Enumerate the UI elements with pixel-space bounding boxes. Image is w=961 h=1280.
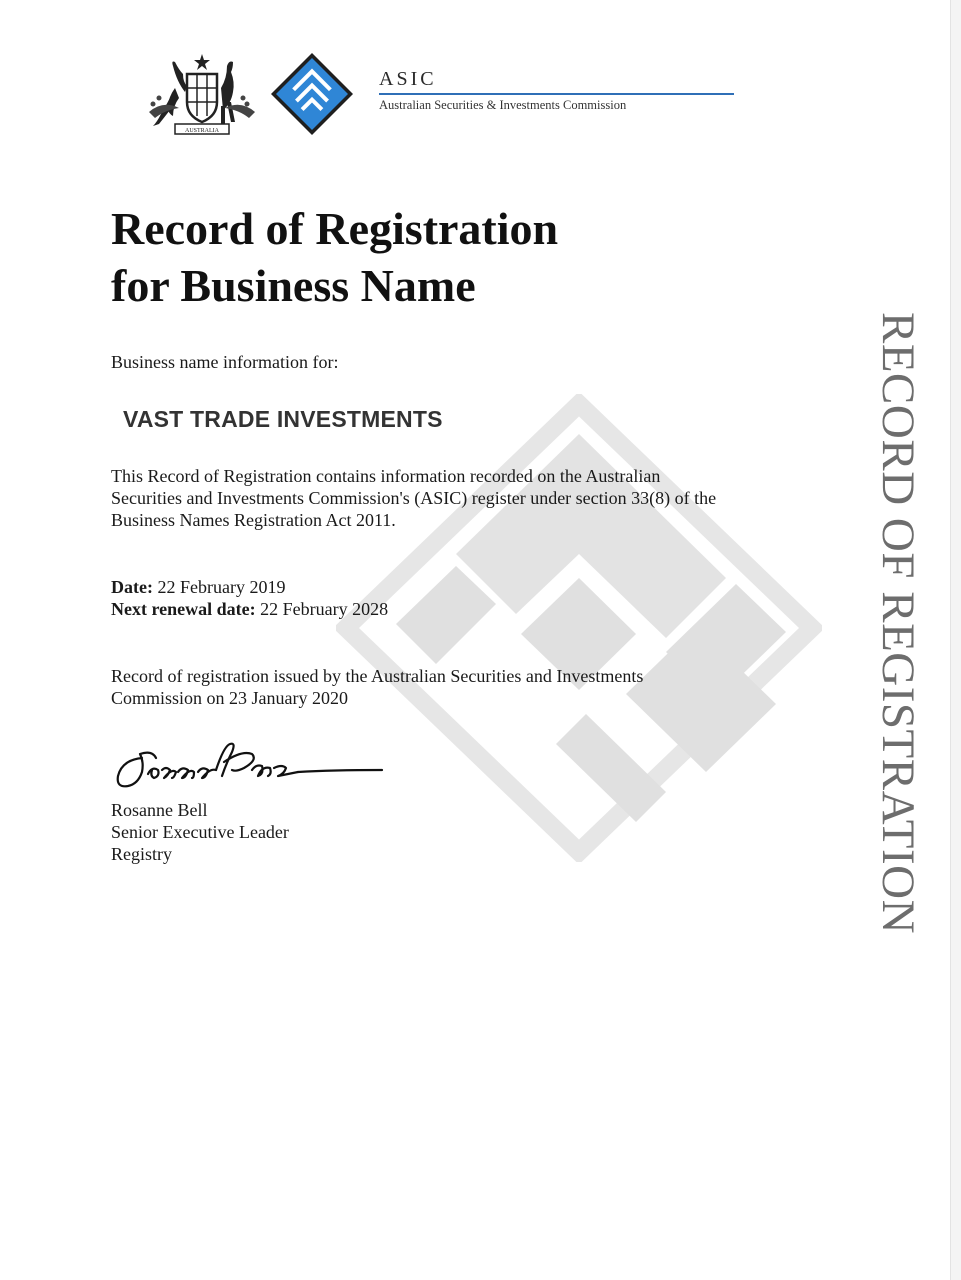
asic-abbreviation: ASIC (379, 68, 437, 90)
business-name: VAST TRADE INVESTMENTS (123, 406, 443, 432)
dates-block (111, 576, 388, 620)
record-paragraph (111, 465, 811, 531)
record-line-1: This Record of Registration contains information recorded on the Australian (111, 466, 661, 486)
date-label: Date: (111, 577, 153, 597)
signatory-name: Rosanne Bell (111, 800, 208, 820)
renewal-date (111, 598, 388, 620)
title-line-1: Record of Registration (111, 203, 559, 254)
record-line-2: Securities and Investments Commission's (ASIC) register under section 33(8) of the (111, 488, 717, 508)
vertical-side-heading: RECORD OF REGISTRATION (872, 312, 924, 935)
coat-of-arms-logo (143, 52, 261, 138)
issued-line-2: Commission on 23 January 2020 (111, 688, 348, 708)
handwritten-signature (112, 736, 392, 798)
issued-line-1: Record of registration issued by the Australian Securities and Investments (111, 666, 644, 686)
page-edge (950, 0, 961, 1280)
renewal-label: Next renewal date: (111, 599, 256, 619)
svg-text:AUSTRALIA: AUSTRALIA (185, 128, 219, 134)
signatory-unit: Registry (111, 844, 172, 864)
record-line-3: Business Names Registration Act 2011. (111, 510, 396, 530)
renewal-value: 22 February 2028 (260, 599, 389, 619)
asic-logo (270, 52, 354, 136)
document-title (111, 200, 558, 314)
date-value: 22 February 2019 (157, 577, 286, 597)
title-line-2: for Business Name (111, 260, 476, 311)
signatory-title: Senior Executive Leader (111, 822, 289, 842)
issued-paragraph (111, 665, 811, 709)
registration-date (111, 576, 388, 598)
intro-label: Business name information for: (111, 352, 339, 372)
asic-rule-divider (379, 93, 734, 95)
asic-full-name: Australian Securities & Investments Commission (379, 98, 627, 112)
signatory-block (111, 799, 289, 865)
